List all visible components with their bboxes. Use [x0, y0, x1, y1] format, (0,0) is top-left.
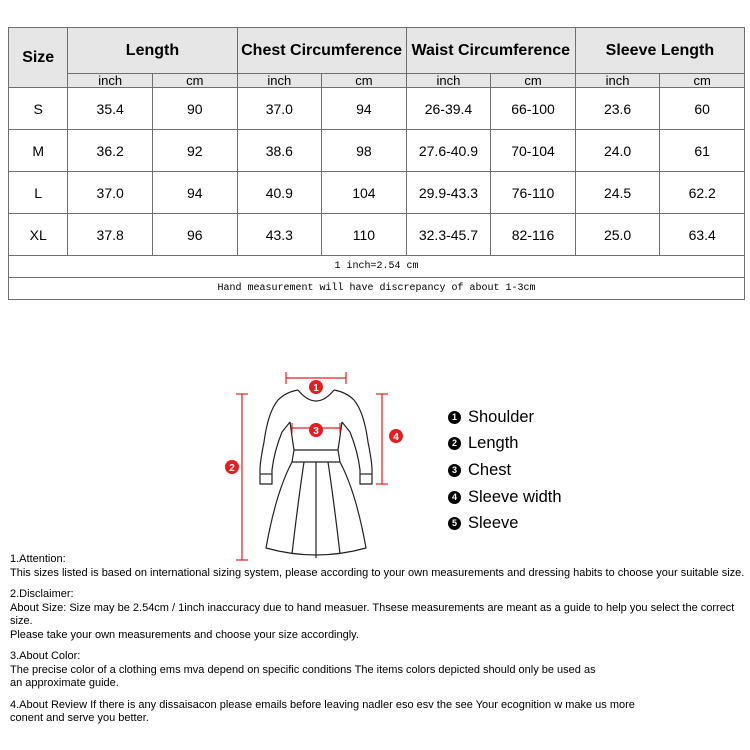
header-length: Length — [68, 28, 237, 74]
table-cell: 92 — [152, 130, 237, 172]
number-bullet-icon: 1 — [448, 411, 461, 424]
table-cell: 38.6 — [237, 130, 322, 172]
table-cell: 24.0 — [575, 130, 660, 172]
table-row — [9, 88, 745, 130]
marker-1: 1 — [313, 383, 319, 394]
size-label: S — [9, 88, 68, 130]
table-cell: 43.3 — [237, 214, 322, 256]
attention-text: This sizes listed is based on international sizing system, please according to your own measurements and dressing habits to choose your suitable size. — [10, 566, 745, 579]
dress-icon — [216, 362, 416, 568]
header-size: Size — [9, 28, 68, 88]
unit-cell: inch — [68, 74, 153, 88]
header-waist: Waist Circumference — [406, 28, 575, 74]
table-cell: 94 — [322, 88, 407, 130]
disclaimer-title: 2.Disclaimer: — [10, 588, 74, 600]
table-cell: 66-100 — [491, 88, 576, 130]
table-cell: 61 — [660, 130, 745, 172]
legend-label: Sleeve — [468, 514, 519, 533]
size-label: XL — [9, 214, 68, 256]
legend-label: Sleeve width — [468, 487, 562, 506]
conversion-note: 1 inch=2.54 cm — [9, 256, 745, 278]
table-cell: 36.2 — [68, 130, 153, 172]
disclaimer-text: About Size: Size may be 2.54cm / 1inch inaccuracy due to hand measuer. Thsese measurements are meant as a guide to help you select the correct size. — [10, 601, 735, 627]
table-cell: 25.0 — [575, 214, 660, 256]
legend-item — [448, 510, 562, 537]
table-cell: 82-116 — [491, 214, 576, 256]
header-chest: Chest Circumference — [237, 28, 406, 74]
table-cell: 26-39.4 — [406, 88, 491, 130]
size-chart-table — [8, 27, 745, 300]
unit-cell: cm — [152, 74, 237, 88]
table-cell: 96 — [152, 214, 237, 256]
table-cell: 40.9 — [237, 172, 322, 214]
table-cell: 24.5 — [575, 172, 660, 214]
color-text: an approximate guide. — [10, 677, 119, 689]
number-bullet-icon: 3 — [448, 464, 461, 477]
table-cell: 94 — [152, 172, 237, 214]
table-cell: 63.4 — [660, 214, 745, 256]
table-cell: 29.9-43.3 — [406, 172, 491, 214]
legend-label: Shoulder — [468, 407, 535, 426]
table-row — [9, 172, 745, 214]
legend-label: Chest — [468, 460, 512, 479]
table-cell: 90 — [152, 88, 237, 130]
number-bullet-icon: 5 — [448, 517, 461, 530]
legend-item — [448, 457, 562, 484]
review-text: conent and serve you better. — [10, 712, 149, 724]
table-cell: 32.3-45.7 — [406, 214, 491, 256]
table-cell: 98 — [322, 130, 407, 172]
legend-item — [448, 404, 562, 431]
color-title: 3.About Color: — [10, 650, 81, 662]
marker-2: 2 — [229, 463, 235, 474]
marker-3: 3 — [313, 426, 319, 437]
table-cell: 62.2 — [660, 172, 745, 214]
legend-item — [448, 431, 562, 458]
measurement-diagram — [216, 362, 416, 568]
table-cell: 23.6 — [575, 88, 660, 130]
table-cell: 70-104 — [491, 130, 576, 172]
table-cell: 76-110 — [491, 172, 576, 214]
table-cell: 37.0 — [68, 172, 153, 214]
notes-section — [10, 553, 745, 726]
unit-cell: inch — [575, 74, 660, 88]
measurement-legend — [448, 404, 562, 537]
unit-cell: cm — [660, 74, 745, 88]
table-cell: 110 — [322, 214, 407, 256]
table-cell: 37.8 — [68, 214, 153, 256]
table-cell: 35.4 — [68, 88, 153, 130]
disclaimer-text: Please take your own measurements and choose your size accordingly. — [10, 628, 359, 641]
table-cell: 27.6-40.9 — [406, 130, 491, 172]
table-row — [9, 214, 745, 256]
table-cell: 60 — [660, 88, 745, 130]
number-bullet-icon: 2 — [448, 437, 461, 450]
unit-cell: inch — [237, 74, 322, 88]
legend-item — [448, 484, 562, 511]
legend-label: Length — [468, 434, 519, 453]
discrepancy-note: Hand measurement will have discrepancy of about 1-3cm — [9, 278, 745, 300]
header-sleeve: Sleeve Length — [575, 28, 744, 74]
number-bullet-icon: 4 — [448, 491, 461, 504]
attention-title: 1.Attention: — [10, 553, 66, 565]
color-text: The precise color of a clothing ems mva depend on specific conditions The items colors depicted should only be used as — [10, 663, 596, 676]
table-cell: 104 — [322, 172, 407, 214]
size-label: L — [9, 172, 68, 214]
unit-cell: cm — [322, 74, 407, 88]
unit-cell: inch — [406, 74, 491, 88]
unit-cell: cm — [491, 74, 576, 88]
size-label: M — [9, 130, 68, 172]
marker-4: 4 — [393, 432, 399, 443]
review-text: 4.About Review If there is any dissaisacon please emails before leaving nadler eso esv the see Your ecognition w make us more — [10, 698, 635, 711]
table-cell: 37.0 — [237, 88, 322, 130]
table-row — [9, 130, 745, 172]
